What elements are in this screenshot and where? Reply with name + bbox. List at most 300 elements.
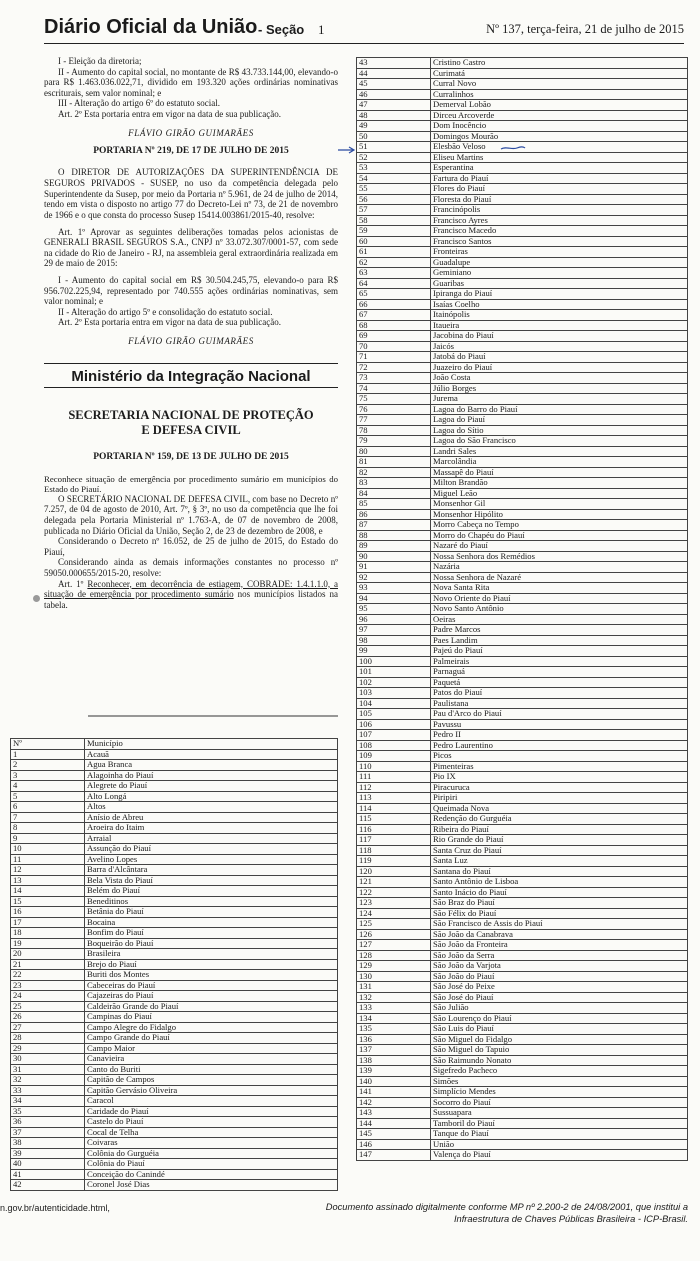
row-number: 144 [357, 1118, 431, 1129]
table-row [357, 740, 688, 751]
row-number: 147 [357, 1150, 431, 1161]
row-number: 59 [357, 226, 431, 237]
row-number: 76 [357, 404, 431, 415]
row-municipio: São João da Serra [431, 950, 688, 961]
row-number: 29 [11, 1043, 85, 1054]
row-number: 21 [11, 959, 85, 970]
row-municipio: São Francisco de Assis do Piauí [431, 919, 688, 930]
row-number: 9 [11, 833, 85, 844]
row-municipio: Nazaré do Piauí [431, 541, 688, 552]
row-number: 72 [357, 362, 431, 373]
table-row [357, 467, 688, 478]
row-municipio: Sussuapara [431, 1108, 688, 1119]
row-municipio: São João da Varjota [431, 961, 688, 972]
row-municipio: Parnaguá [431, 667, 688, 678]
table-row [357, 110, 688, 121]
table-row [11, 791, 338, 802]
row-municipio: São Julião [431, 1003, 688, 1014]
row-municipio: Floresta do Piauí [431, 194, 688, 205]
row-number: 13 [11, 875, 85, 886]
row-municipio: Rio Grande do Piauí [431, 835, 688, 846]
table-row [11, 886, 338, 897]
table-row [11, 1169, 338, 1180]
table-row [357, 1013, 688, 1024]
row-number: 42 [11, 1180, 85, 1191]
row-municipio: Geminiano [431, 268, 688, 279]
row-number: 128 [357, 950, 431, 961]
row-municipio: São João da Fronteira [431, 940, 688, 951]
row-municipio: Cocal de Telha [85, 1127, 338, 1138]
row-municipio: Caridade do Piauí [85, 1106, 338, 1117]
row-number: 48 [357, 110, 431, 121]
row-number: 26 [11, 1012, 85, 1023]
paragraph: II - Alteração do artigo 5º e consolidação do estatuto social. [58, 306, 273, 317]
row-number: 73 [357, 373, 431, 384]
table-row [357, 1045, 688, 1056]
row-municipio: Alegrete do Piauí [85, 781, 338, 792]
row-municipio: Aroeira do Itaim [85, 823, 338, 834]
row-number: 62 [357, 257, 431, 268]
section-label: - Seção [258, 22, 305, 37]
row-municipio: Colônia do Gurguéia [85, 1148, 338, 1159]
paragraph: I - Eleição da diretoria; [58, 56, 142, 66]
row-number: 125 [357, 919, 431, 930]
newspaper-title: Diário Oficial da União [44, 16, 258, 38]
row-number: 31 [11, 1064, 85, 1075]
row-municipio: Lagoa do Barro do Piauí [431, 404, 688, 415]
ementa: Reconhece situação de emergência por procedimento sumário em municípios do Estado do Piauí. [44, 473, 338, 494]
secretaria-line: E DEFESA CIVIL [141, 423, 241, 438]
row-municipio: Coivaras [85, 1138, 338, 1149]
table-row [357, 268, 688, 279]
row-municipio: União [431, 1139, 688, 1150]
table-row [11, 896, 338, 907]
row-municipio: Isaías Coelho [431, 299, 688, 310]
row-municipio: Altos [85, 802, 338, 813]
table-row [357, 719, 688, 730]
secretaria-line: SECRETARIA NACIONAL DE PROTEÇÃO [68, 408, 314, 423]
row-number: 106 [357, 719, 431, 730]
table-row [357, 58, 688, 69]
row-number: 89 [357, 541, 431, 552]
table-row [11, 854, 338, 865]
table-row [357, 299, 688, 310]
table-row [357, 593, 688, 604]
footer-signature-note [248, 1202, 688, 1225]
table-row [357, 488, 688, 499]
ministry-heading: Ministério da Integração Nacional [44, 363, 338, 389]
signature: FLÁVIO GIRÃO GUIMARÃES [128, 127, 254, 138]
row-number: 131 [357, 982, 431, 993]
row-municipio: Redenção do Gurguéia [431, 814, 688, 825]
row-number: 65 [357, 289, 431, 300]
row-municipio: Caldeirão Grande do Piauí [85, 1001, 338, 1012]
table-row [357, 184, 688, 195]
row-number: 129 [357, 961, 431, 972]
row-municipio: Queimada Nova [431, 803, 688, 814]
row-number: 115 [357, 814, 431, 825]
row-municipio: Francisco Macedo [431, 226, 688, 237]
table-row [357, 173, 688, 184]
table-row [357, 688, 688, 699]
table-row [11, 1043, 338, 1054]
row-municipio: São Félix do Piauí [431, 908, 688, 919]
signature: FLÁVIO GIRÃO GUIMARÃES [128, 336, 254, 346]
paragraph: II - Aumento do capital social, no montante de R$ 43.733.144,00, elevando-o para R$ 1.463.036.022,71, dividido em 193.320 ações ordinárias nominativas escriturais, sem valor nominal; e [44, 66, 338, 98]
row-number: 17 [11, 917, 85, 928]
row-municipio: Pedro II [431, 730, 688, 741]
table-row [357, 362, 688, 373]
table-row [11, 760, 338, 771]
row-number: 55 [357, 184, 431, 195]
table-row [357, 667, 688, 678]
row-municipio: Jaicós [431, 341, 688, 352]
table-row [357, 562, 688, 573]
row-municipio: Jatobá do Piauí [431, 352, 688, 363]
row-number: 6 [11, 802, 85, 813]
row-number: 33 [11, 1085, 85, 1096]
table-row [357, 425, 688, 436]
row-number: 142 [357, 1097, 431, 1108]
row-number: 80 [357, 446, 431, 457]
row-number: 66 [357, 299, 431, 310]
row-number: 36 [11, 1117, 85, 1128]
row-municipio: Morro do Chapéu do Piauí [431, 530, 688, 541]
row-number: 85 [357, 499, 431, 510]
row-municipio: Flores do Piauí [431, 184, 688, 195]
row-number: 94 [357, 593, 431, 604]
row-number: 75 [357, 394, 431, 405]
table-row [357, 961, 688, 972]
row-number: 107 [357, 730, 431, 741]
table-row [11, 833, 338, 844]
table-row [357, 803, 688, 814]
row-number: 90 [357, 551, 431, 562]
row-municipio: Novo Santo Antônio [431, 604, 688, 615]
table-row [357, 898, 688, 909]
row-number: 30 [11, 1054, 85, 1065]
row-municipio: Campo Grande do Piauí [85, 1033, 338, 1044]
table-row [357, 1034, 688, 1045]
row-municipio: Alagoinha do Piauí [85, 770, 338, 781]
row-municipio: Curralinhos [431, 89, 688, 100]
table-row [357, 499, 688, 510]
table-row [357, 982, 688, 993]
row-municipio: Pavussu [431, 719, 688, 730]
row-municipio: Santa Luz [431, 856, 688, 867]
row-number: 15 [11, 896, 85, 907]
table-row [357, 1108, 688, 1119]
row-number: 141 [357, 1087, 431, 1098]
row-municipio: Campinas do Piauí [85, 1012, 338, 1023]
table-row [357, 940, 688, 951]
table-row [357, 730, 688, 741]
row-municipio: Nossa Senhora dos Remédios [431, 551, 688, 562]
row-number: 47 [357, 100, 431, 111]
row-number: 117 [357, 835, 431, 846]
row-number: 60 [357, 236, 431, 247]
table-row [357, 677, 688, 688]
row-municipio: Francisco Ayres [431, 215, 688, 226]
row-number: 20 [11, 949, 85, 960]
row-municipio: São Raimundo Nonato [431, 1055, 688, 1066]
row-number: 99 [357, 646, 431, 657]
table-row [11, 959, 338, 970]
table-row [357, 971, 688, 982]
municipios-table-left [10, 738, 338, 1191]
row-number: 51 [357, 142, 431, 153]
row-municipio: Cabeceiras do Piauí [85, 980, 338, 991]
row-municipio: São Lourenço do Piauí [431, 1013, 688, 1024]
table-row [357, 614, 688, 625]
row-number: 7 [11, 812, 85, 823]
row-municipio: Anísio de Abreu [85, 812, 338, 823]
row-number: 145 [357, 1129, 431, 1140]
row-number: 88 [357, 530, 431, 541]
row-number: 87 [357, 520, 431, 531]
table-row [11, 781, 338, 792]
table-row [11, 875, 338, 886]
row-number: 82 [357, 467, 431, 478]
table-row [357, 100, 688, 111]
row-municipio: Colônia do Piauí [85, 1159, 338, 1170]
table-row [357, 541, 688, 552]
table-row [357, 1087, 688, 1098]
row-number: 112 [357, 782, 431, 793]
row-municipio: Esperantina [431, 163, 688, 174]
paragraph: Art. 2º Esta portaria entra em vigor na data de sua publicação. [58, 317, 281, 328]
row-number: 69 [357, 331, 431, 342]
row-municipio: Domingos Mourão [431, 131, 688, 142]
row-municipio: Picos [431, 751, 688, 762]
row-number: 64 [357, 278, 431, 289]
row-municipio: Piracuruca [431, 782, 688, 793]
row-number: 12 [11, 865, 85, 876]
row-number: 68 [357, 320, 431, 331]
table-row [357, 1129, 688, 1140]
table-row [11, 970, 338, 981]
table-row [357, 814, 688, 825]
row-number: 135 [357, 1024, 431, 1035]
table-row [357, 205, 688, 216]
row-municipio: Bonfim do Piauí [85, 928, 338, 939]
row-number: 93 [357, 583, 431, 594]
row-municipio: Simplício Mendes [431, 1087, 688, 1098]
row-municipio: Novo Oriente do Piauí [431, 593, 688, 604]
row-municipio: Monsenhor Hipólito [431, 509, 688, 520]
portaria-title: PORTARIA Nº 159, DE 13 DE JULHO DE 2015 [93, 452, 289, 463]
pen-mark-icon [500, 144, 526, 152]
row-number: 83 [357, 478, 431, 489]
row-number: 53 [357, 163, 431, 174]
row-number: 74 [357, 383, 431, 394]
row-number: 19 [11, 938, 85, 949]
row-municipio: Tanque do Piauí [431, 1129, 688, 1140]
table-row [11, 991, 338, 1002]
row-number: 136 [357, 1034, 431, 1045]
row-number: 111 [357, 772, 431, 783]
table-row [11, 802, 338, 813]
row-number: 45 [357, 79, 431, 90]
row-municipio: Santa Cruz do Piauí [431, 845, 688, 856]
row-municipio: Francisco Santos [431, 236, 688, 247]
table-row [357, 89, 688, 100]
table-row [357, 320, 688, 331]
table-row [11, 1180, 338, 1191]
table-row [357, 761, 688, 772]
row-municipio: Brasileira [85, 949, 338, 960]
row-number: 78 [357, 425, 431, 436]
row-municipio: Ribeira do Piauí [431, 824, 688, 835]
row-municipio: Bela Vista do Piauí [85, 875, 338, 886]
table-row [11, 1001, 338, 1012]
handwritten-arrow-icon [338, 146, 356, 154]
table-row [357, 278, 688, 289]
row-municipio: Arraial [85, 833, 338, 844]
secretaria-heading [44, 408, 338, 438]
row-municipio: Morro Cabeça no Tempo [431, 520, 688, 531]
table-row [357, 247, 688, 258]
row-number: 43 [357, 58, 431, 69]
article-1-underlined: Reconhecer, em decorrência de estiagem, COBRADE: 1.4.1.1.0, a situação de emergência por procedimento sumário [44, 578, 338, 600]
table-row [11, 1022, 338, 1033]
row-municipio: São Miguel do Fidalgo [431, 1034, 688, 1045]
row-municipio: Simões [431, 1076, 688, 1087]
table-body-right [357, 58, 688, 1161]
row-number: 67 [357, 310, 431, 321]
table-row [357, 929, 688, 940]
row-number: 37 [11, 1127, 85, 1138]
row-municipio: Betânia do Piauí [85, 907, 338, 918]
row-municipio: Socorro do Piauí [431, 1097, 688, 1108]
row-number: 23 [11, 980, 85, 991]
table-row [11, 1033, 338, 1044]
row-municipio: Dom Inocêncio [431, 121, 688, 132]
row-number: 16 [11, 907, 85, 918]
table-row [357, 163, 688, 174]
table-row [357, 383, 688, 394]
row-number: 113 [357, 793, 431, 804]
row-municipio: Canto do Buriti [85, 1064, 338, 1075]
row-municipio: Agua Branca [85, 760, 338, 771]
row-municipio: Pedro Laurentino [431, 740, 688, 751]
table-row [357, 257, 688, 268]
row-municipio: Beneditinos [85, 896, 338, 907]
row-municipio: Francinópolis [431, 205, 688, 216]
table-row [357, 289, 688, 300]
row-number: 105 [357, 709, 431, 720]
row-municipio: Jurema [431, 394, 688, 405]
row-number: 91 [357, 562, 431, 573]
row-number: 28 [11, 1033, 85, 1044]
table-row [357, 551, 688, 562]
row-number: 3 [11, 770, 85, 781]
row-number: 34 [11, 1096, 85, 1107]
row-number: 134 [357, 1013, 431, 1024]
table-row [11, 812, 338, 823]
table-row [11, 1096, 338, 1107]
row-number: 5 [11, 791, 85, 802]
table-row [357, 236, 688, 247]
row-municipio: Eliseu Martins [431, 152, 688, 163]
row-municipio: Pimenteiras [431, 761, 688, 772]
table-row [11, 1106, 338, 1117]
table-row [357, 908, 688, 919]
row-number: 18 [11, 928, 85, 939]
table-row [11, 917, 338, 928]
row-number: 25 [11, 1001, 85, 1012]
table-row [11, 1127, 338, 1138]
row-municipio: Oeiras [431, 614, 688, 625]
row-municipio: Campo Maior [85, 1043, 338, 1054]
row-number: 46 [357, 89, 431, 100]
table-row [11, 1054, 338, 1065]
table-row [11, 749, 338, 760]
table-row [11, 1159, 338, 1170]
paragraph: Art. 2º Esta portaria entra em vigor na data de sua publicação. [58, 109, 281, 120]
row-municipio: João Costa [431, 373, 688, 384]
row-number: 8 [11, 823, 85, 834]
row-number: 138 [357, 1055, 431, 1066]
row-number: 79 [357, 436, 431, 447]
municipios-table-right [356, 57, 688, 1161]
row-municipio: Avelino Lopes [85, 854, 338, 865]
table-row [357, 457, 688, 468]
row-number: 126 [357, 929, 431, 940]
row-number: 57 [357, 205, 431, 216]
table-row [11, 1075, 338, 1086]
row-number: 39 [11, 1148, 85, 1159]
row-number: 122 [357, 887, 431, 898]
row-municipio: Paquetá [431, 677, 688, 688]
row-number: 114 [357, 803, 431, 814]
row-number: 14 [11, 886, 85, 897]
row-municipio: Ipiranga do Piauí [431, 289, 688, 300]
row-number: 127 [357, 940, 431, 951]
row-municipio: Boqueirão do Piauí [85, 938, 338, 949]
table-row [357, 646, 688, 657]
table-row [11, 770, 338, 781]
row-municipio: Cristino Castro [431, 58, 688, 69]
row-number: 146 [357, 1139, 431, 1150]
row-number: 96 [357, 614, 431, 625]
row-municipio: Pau d'Arco do Piauí [431, 709, 688, 720]
table-row [357, 1097, 688, 1108]
row-number: 52 [357, 152, 431, 163]
row-number: 71 [357, 352, 431, 363]
article-1-lead: Art. 1º [58, 578, 88, 589]
article-1 [44, 579, 338, 611]
row-municipio: Lagoa do São Francisco [431, 436, 688, 447]
table-row [11, 928, 338, 939]
row-municipio: Valença do Piauí [431, 1150, 688, 1161]
col-header-number: Nº [11, 739, 85, 750]
table-row [11, 907, 338, 918]
table-row [357, 1003, 688, 1014]
table-row [357, 824, 688, 835]
row-number: 4 [11, 781, 85, 792]
row-municipio: Tamboril do Piauí [431, 1118, 688, 1129]
row-municipio: Nazária [431, 562, 688, 573]
table-row [357, 121, 688, 132]
row-municipio: Milton Brandão [431, 478, 688, 489]
table-row [357, 698, 688, 709]
row-number: 100 [357, 656, 431, 667]
row-number: 61 [357, 247, 431, 258]
row-number: 116 [357, 824, 431, 835]
row-number: 44 [357, 68, 431, 79]
table-row [357, 1024, 688, 1035]
